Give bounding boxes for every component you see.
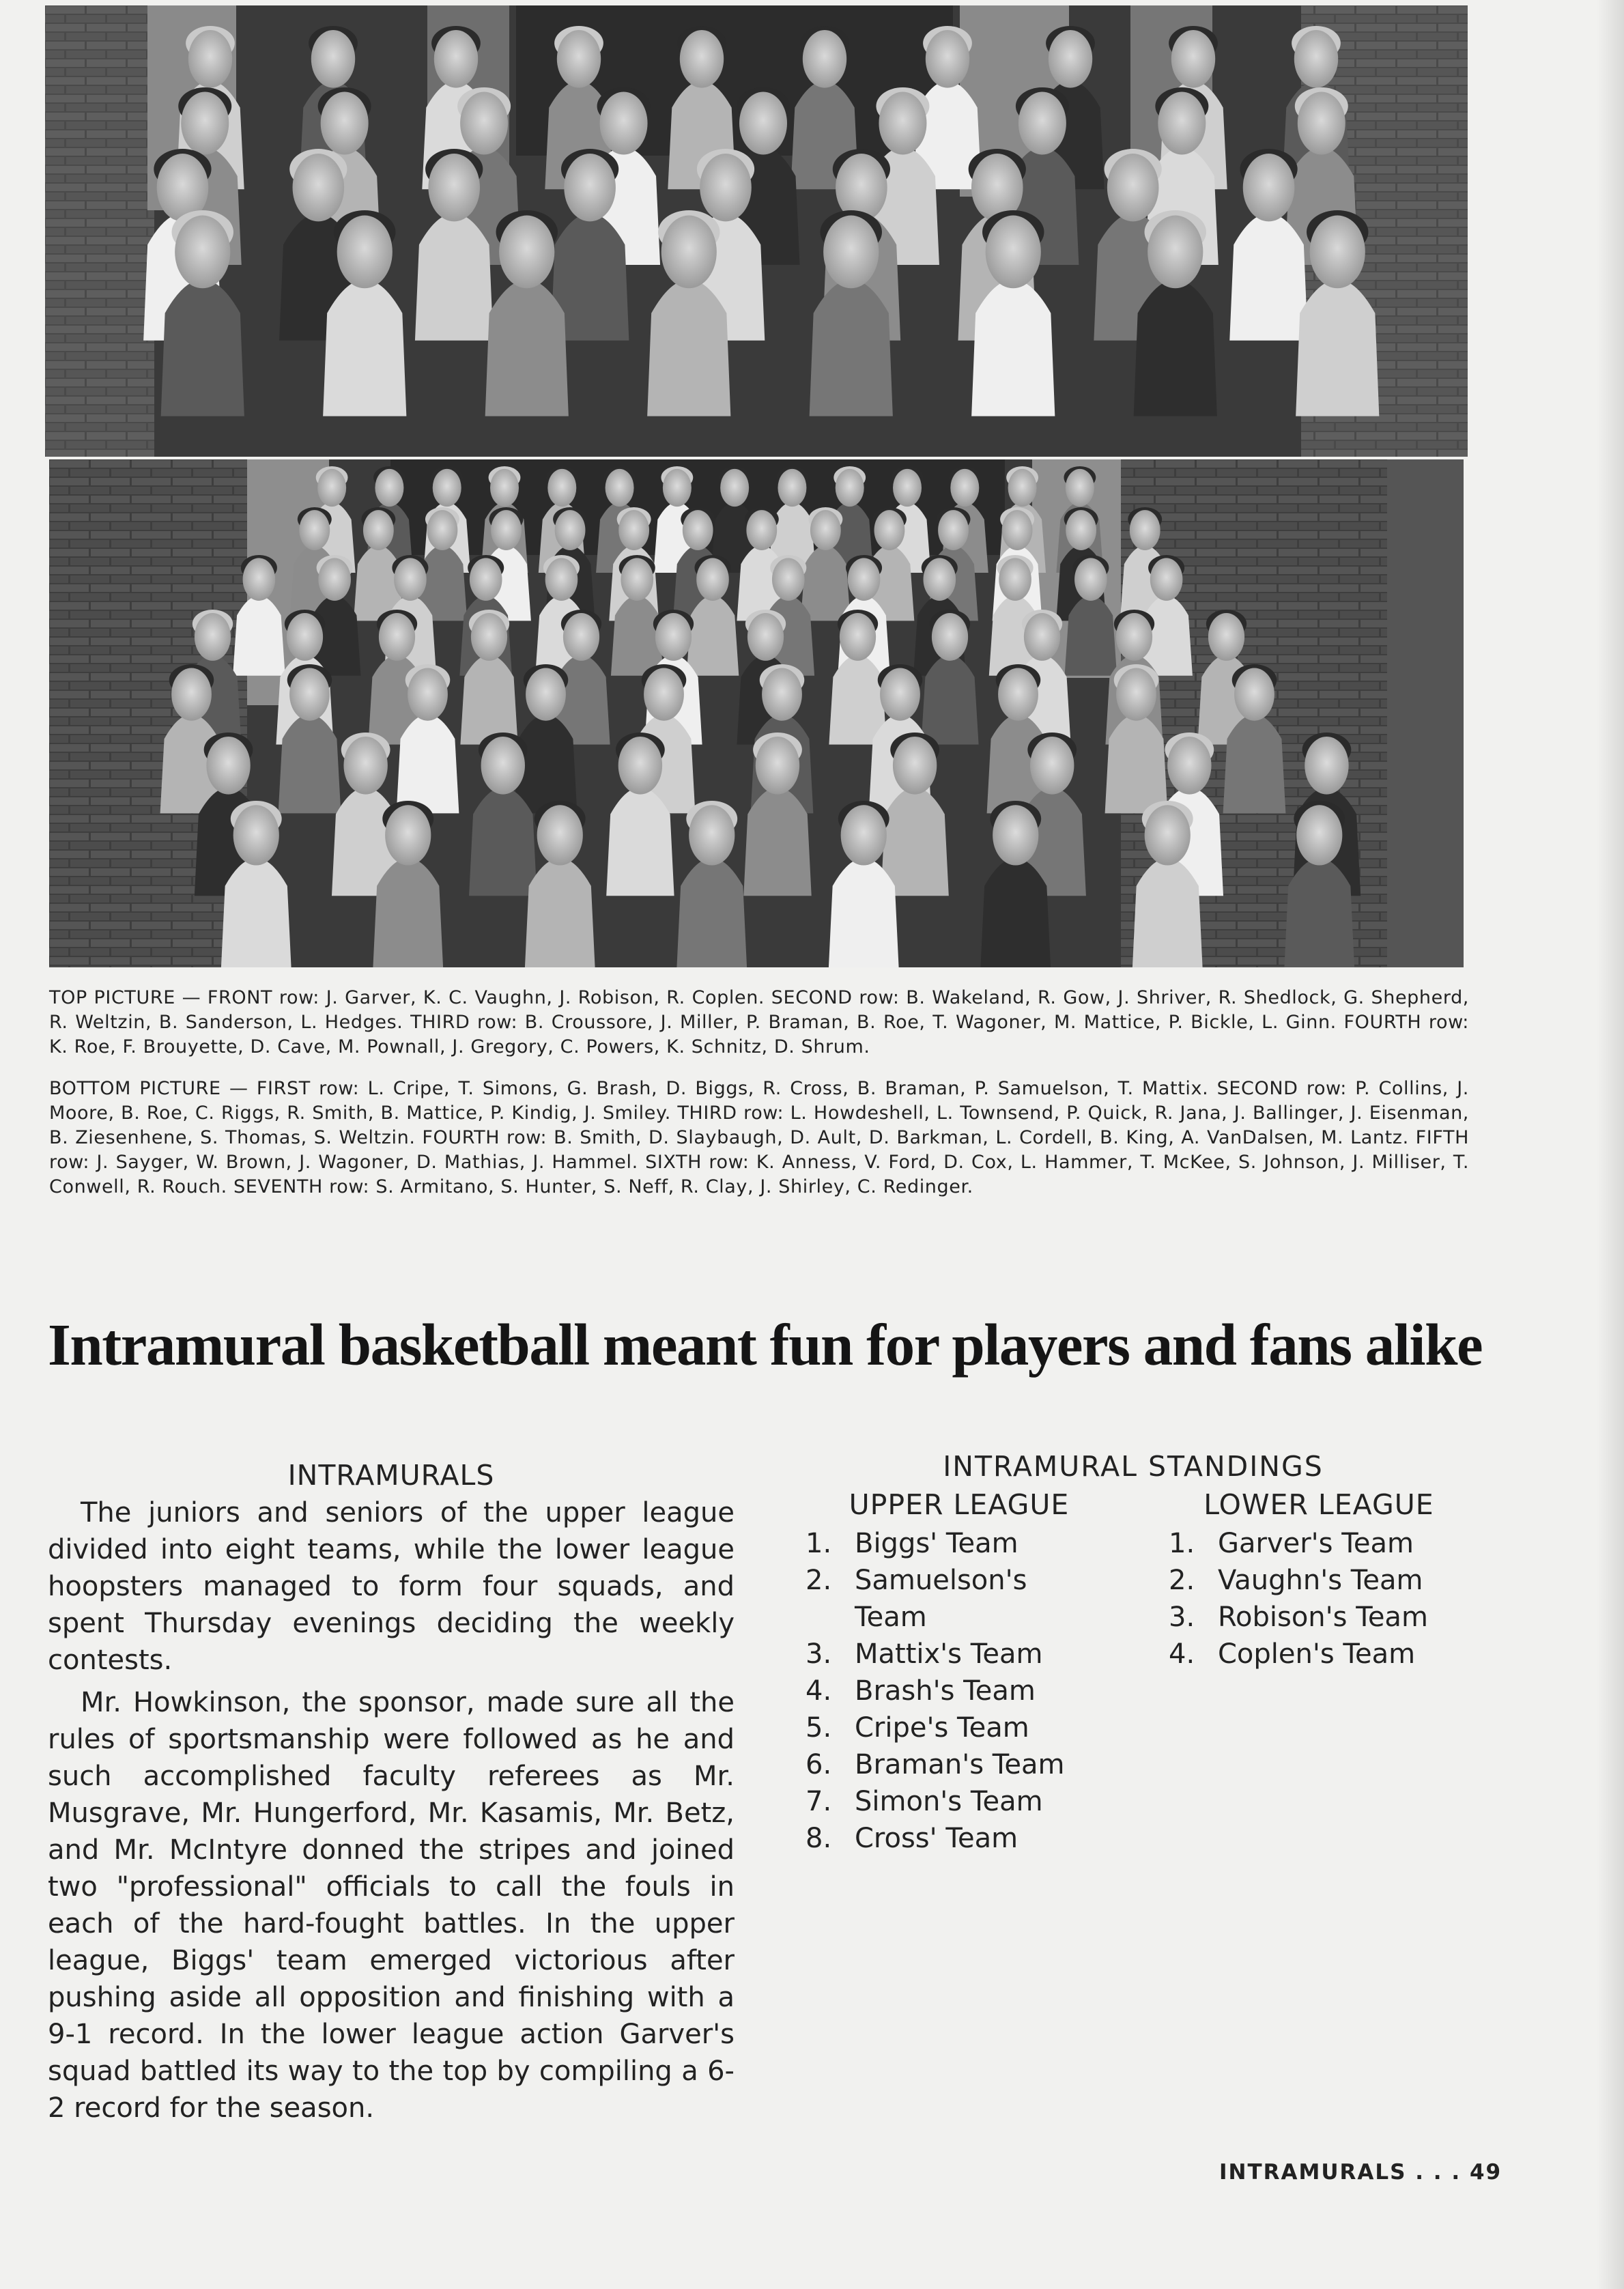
person-face <box>363 510 394 550</box>
article-paragraph: The juniors and seniors of the upper league divided into eight teams, while the lower league hoopsters managed to form four squads, and spent Thursday evenings deciding the weekly contests. <box>48 1497 735 1676</box>
standing-rank: 3. <box>1169 1602 1195 1633</box>
person-face <box>683 510 713 550</box>
person-face <box>1296 805 1342 865</box>
person-face <box>175 216 230 289</box>
standing-rank: 7. <box>806 1786 832 1817</box>
bottom-photo-caption: BOTTOM PICTURE — FIRST row: L. Cripe, T. Simons, G. Brash, D. Biggs, R. Cross, B. Braman, P. Samuelson, T. Mattix. SECOND row: P. Collins, J. Moore, B. Roe, C. Riggs, R. Smith, B. Mattice, P. Kindig, J. Smiley. THIRD row: L. Howdeshell, L. Townsend, P. Quick, R. Jana, J. Ballinger, J. Eisenman, B. Ziesenhene, S. Thomas, S. Weltzin. FOURTH row: B. Smith, D. Slaybaugh, D. Ault, D. Barkman, L. Cordell, B. King, A. VanDalsen, M. Lantz. FIFTH row: J. Sayger, W. Brown, J. Wagoner, D. Mathias, J. Hammel. SIXTH row: K. Anness, V. Ford, D. Cox, L. Hammer, T. McKee, S. Johnson, J. Milliser, T. Conwell, R. Rouch. SEVENTH row: S. Armitano, S. Hunter, S. Neff, R. Clay, J. Shirley, C. Redinger. <box>49 1078 1469 1197</box>
person-face <box>663 469 692 507</box>
person-face <box>700 154 752 221</box>
person-face <box>840 613 876 661</box>
person-face <box>299 510 330 550</box>
person-face <box>1243 154 1295 221</box>
person-face <box>1066 510 1096 550</box>
article-heading: INTRAMURALS <box>287 1459 495 1492</box>
person-face <box>680 30 724 88</box>
person-face <box>481 737 525 795</box>
standing-team: Samuelson's Team <box>855 1565 1027 1633</box>
person-face <box>661 216 717 289</box>
person-face <box>499 216 554 289</box>
person-face <box>460 92 508 155</box>
standing-row <box>1169 1525 1469 1562</box>
person-face <box>1167 737 1211 795</box>
top-team-photo <box>45 5 1468 457</box>
person-face <box>999 558 1031 601</box>
person-face <box>408 668 448 720</box>
person-face <box>1116 613 1152 661</box>
person-face <box>547 469 576 507</box>
person-face <box>289 668 330 720</box>
lower-league-standings <box>1169 1488 1469 1673</box>
person-face <box>893 469 922 507</box>
standing-rank: 2. <box>1169 1565 1195 1596</box>
standing-row <box>806 1636 1113 1673</box>
standing-row <box>806 1783 1113 1820</box>
person-face <box>618 510 649 550</box>
person-face <box>1024 613 1060 661</box>
person-face <box>772 558 805 601</box>
person-face <box>879 92 926 155</box>
person-face <box>1116 668 1156 720</box>
person-face <box>181 92 229 155</box>
person-body <box>485 280 569 416</box>
person-face <box>557 30 601 88</box>
person-face <box>747 613 784 661</box>
person-face <box>1066 469 1094 507</box>
person-face <box>655 613 692 661</box>
bottom-team-photo <box>49 459 1464 967</box>
standing-rank: 4. <box>1169 1638 1195 1670</box>
person-face <box>1150 558 1183 601</box>
person-face <box>428 154 480 221</box>
person-face <box>434 30 478 88</box>
upper-league-title: UPPER LEAGUE <box>849 1488 1070 1521</box>
standing-rank: 8. <box>806 1823 832 1854</box>
person-face <box>1030 737 1074 795</box>
person-face <box>993 805 1038 865</box>
person-face <box>394 558 427 601</box>
person-face <box>841 805 887 865</box>
person-face <box>337 216 393 289</box>
person-face <box>880 668 920 720</box>
person-face <box>621 558 653 601</box>
person-face <box>689 805 735 865</box>
person-face <box>311 30 355 88</box>
person-face <box>1074 558 1107 601</box>
person-face <box>1008 469 1037 507</box>
person-face <box>433 469 461 507</box>
footer-section-label: INTRAMURALS . . . <box>1219 2160 1462 2185</box>
person-face <box>206 737 250 795</box>
standing-row <box>806 1709 1113 1746</box>
standing-rank: 1. <box>806 1528 832 1559</box>
person-face <box>1145 805 1191 865</box>
person-face <box>600 92 648 155</box>
lower-league-title: LOWER LEAGUE <box>1203 1488 1434 1521</box>
page-footer <box>1219 2160 1502 2185</box>
person-body <box>323 280 406 416</box>
standing-rank: 5. <box>806 1712 832 1744</box>
person-face <box>696 558 729 601</box>
standing-team: Robison's Team <box>1218 1602 1428 1633</box>
page-edge-shadow <box>1597 0 1624 2289</box>
upper-league-standings <box>806 1488 1113 1857</box>
person-face <box>1018 92 1066 155</box>
person-face <box>924 558 956 601</box>
standing-team: Cripe's Team <box>855 1712 1029 1744</box>
person-face <box>746 510 777 550</box>
person-face <box>564 154 616 221</box>
person-face <box>1305 737 1348 795</box>
person-face <box>545 558 578 601</box>
person-face <box>375 469 403 507</box>
person-face <box>470 558 502 601</box>
standing-team: Mattix's Team <box>855 1638 1043 1670</box>
person-face <box>471 613 507 661</box>
person-face <box>762 668 802 720</box>
person-face <box>810 510 841 550</box>
standing-row <box>806 1820 1113 1857</box>
person-face <box>1208 613 1244 661</box>
person-face <box>986 216 1041 289</box>
person-face <box>926 30 969 88</box>
page-headline: Intramural basketball meant fun for players and fans alike <box>48 1311 1483 1378</box>
standing-team: Coplen's Team <box>1218 1638 1416 1670</box>
person-body <box>1134 280 1217 416</box>
person-face <box>836 469 864 507</box>
person-face <box>243 558 276 601</box>
person-face <box>874 510 905 550</box>
standings-heading: INTRAMURAL STANDINGS <box>943 1450 1324 1483</box>
person-face <box>343 737 387 795</box>
standing-row <box>806 1673 1113 1709</box>
standing-rank: 6. <box>806 1749 832 1780</box>
standing-team: Vaughn's Team <box>1218 1565 1423 1596</box>
person-face <box>1107 154 1159 221</box>
person-face <box>893 737 937 795</box>
person-face <box>490 469 519 507</box>
person-face <box>823 216 879 289</box>
person-face <box>848 558 881 601</box>
person-face <box>379 613 415 661</box>
person-face <box>1158 92 1206 155</box>
person-face <box>293 154 345 221</box>
person-face <box>932 613 968 661</box>
person-face <box>950 469 979 507</box>
standing-row <box>806 1746 1113 1783</box>
standing-rank: 4. <box>806 1675 832 1707</box>
person-face <box>318 558 351 601</box>
standing-rank: 2. <box>806 1565 832 1596</box>
person-face <box>778 469 806 507</box>
person-face <box>644 668 684 720</box>
person-face <box>537 805 583 865</box>
person-face <box>618 737 662 795</box>
standing-row <box>806 1562 1113 1636</box>
standing-team: Garver's Team <box>1218 1528 1414 1559</box>
standing-row <box>1169 1636 1469 1673</box>
person-face <box>1294 30 1338 88</box>
page-number: 49 <box>1469 2160 1502 2185</box>
person-face <box>739 92 787 155</box>
person-face <box>1171 30 1215 88</box>
person-face <box>385 805 431 865</box>
person-face <box>427 510 458 550</box>
standing-row <box>1169 1562 1469 1599</box>
person-face <box>563 613 599 661</box>
person-face <box>233 805 279 865</box>
person-face <box>1234 668 1274 720</box>
person-face <box>188 30 232 88</box>
person-body <box>1296 280 1379 416</box>
person-face <box>998 668 1038 720</box>
person-body <box>810 280 893 416</box>
person-face <box>1130 510 1160 550</box>
person-face <box>171 668 212 720</box>
standing-team: Cross' Team <box>855 1823 1018 1854</box>
standing-row <box>1169 1599 1469 1636</box>
person-face <box>287 613 323 661</box>
person-face <box>1049 30 1092 88</box>
person-face <box>803 30 846 88</box>
person-face <box>526 668 566 720</box>
standing-team: Simon's Team <box>855 1786 1043 1817</box>
person-face <box>720 469 749 507</box>
standing-team: Brash's Team <box>855 1675 1036 1707</box>
person-body <box>971 280 1055 416</box>
person-face <box>938 510 969 550</box>
person-face <box>321 92 369 155</box>
article-paragraph: Mr. Howkinson, the sponsor, made sure all the rules of sportsmanship were followed as he and such accomplished faculty referees as Mr. Musgrave, Mr. Hungerford, Mr. Kasamis, Mr. Betz, and Mr. McIntyre donned the stripes and joined two "professional" officials to call the fouls in each of the hard-fought battles. In the upper league, Biggs' team emerged victorious after pushing aside all opposition and finishing with a 9-1 record. In the lower league action Garver's squad battled its way to the top by compiling a 6-2 record for the season. <box>48 1687 735 2124</box>
person-face <box>1148 216 1203 289</box>
person-face <box>491 510 522 550</box>
person-face <box>317 469 346 507</box>
article-column <box>48 1459 735 2132</box>
standing-rank: 3. <box>806 1638 832 1670</box>
person-face <box>606 469 634 507</box>
top-photo-caption: TOP PICTURE — FRONT row: J. Garver, K. C. Vaughn, J. Robison, R. Coplen. SECOND row: B. Wakeland, R. Gow, J. Shriver, R. Shedlock, G. Shepherd, R. Weltzin, B. Sanderson, L. Hedges. THIRD row: B. Croussore, J. Miller, P. Braman, B. Roe, T. Wagoner, M. Mattice, P. Bickle, L. Ginn. FOURTH row: K. Roe, F. Brouyette, D. Cave, M. Pownall, J. Gregory, C. Powers, K. Schnitz, D. Shrum. <box>49 987 1469 1057</box>
person-face <box>195 613 231 661</box>
person-face <box>756 737 799 795</box>
standing-rank: 1. <box>1169 1528 1195 1559</box>
person-body <box>161 280 244 416</box>
standing-row <box>806 1525 1113 1562</box>
person-face <box>555 510 586 550</box>
standing-team: Biggs' Team <box>855 1528 1018 1559</box>
person-face <box>1310 216 1365 289</box>
standing-team: Braman's Team <box>855 1749 1065 1780</box>
person-face <box>1298 92 1345 155</box>
person-body <box>647 280 730 416</box>
person-face <box>1002 510 1033 550</box>
